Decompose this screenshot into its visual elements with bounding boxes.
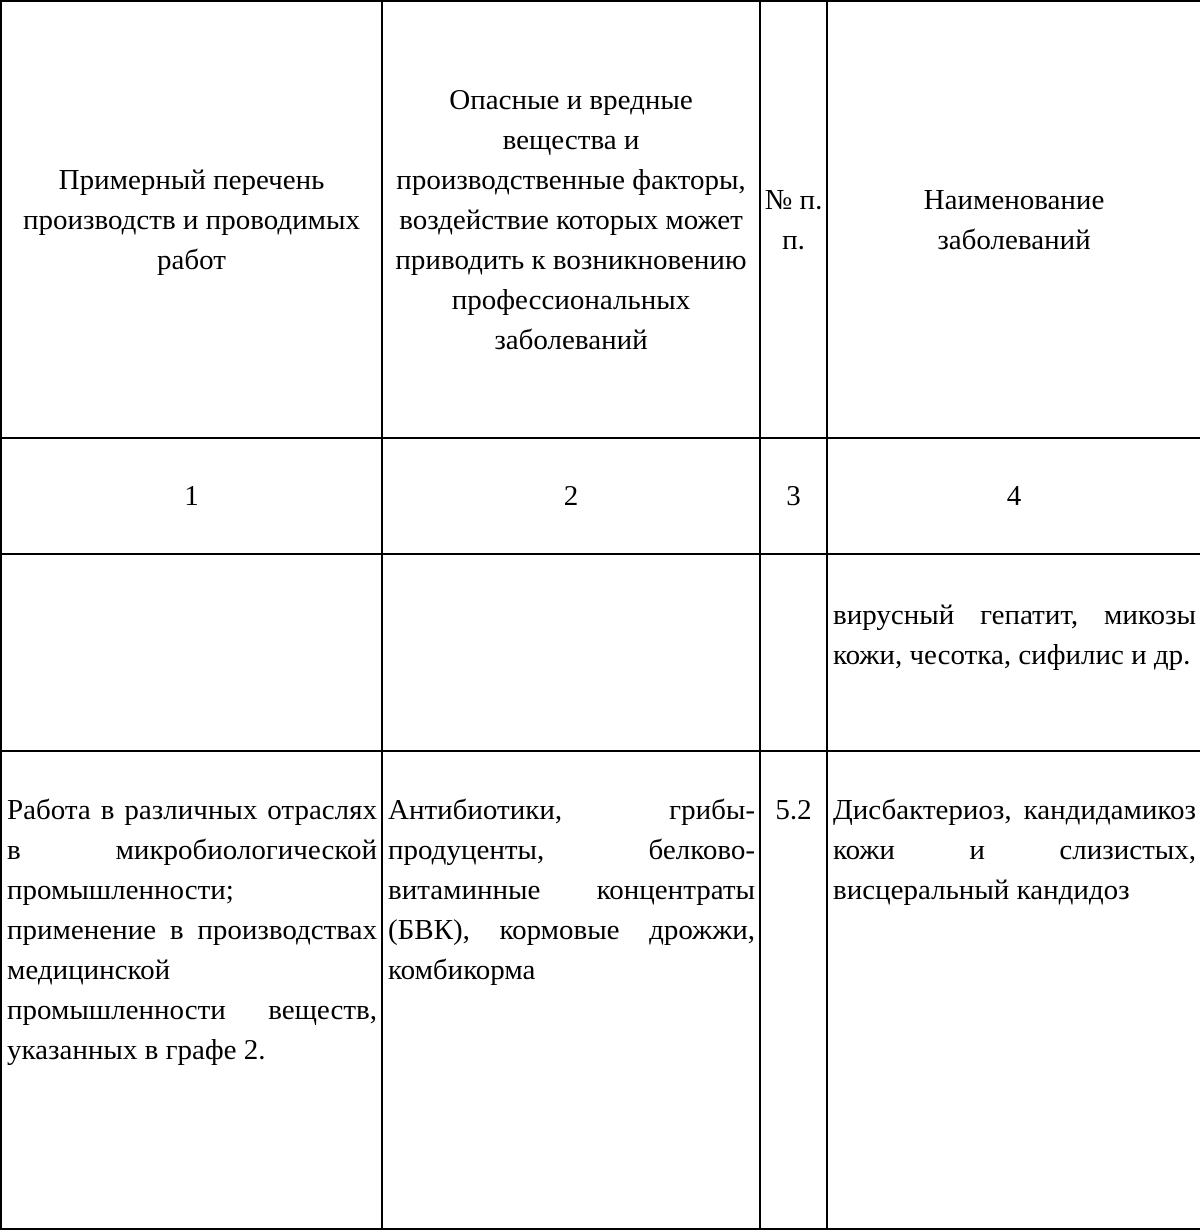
row-5-2-cell-hazards xyxy=(382,751,760,1229)
row-5-2-diseases-text: Дисбактериоз, кандидамикоз кожи и слизистых, висцеральный кандидоз xyxy=(833,794,1196,906)
continued-cell-item-number xyxy=(760,554,827,751)
continued-item-number-text xyxy=(761,555,826,595)
row-5-2-cell-item-number xyxy=(760,751,827,1229)
header-cell-diseases xyxy=(827,1,1200,438)
continued-hazards-text xyxy=(383,555,759,595)
continued-cell-productions xyxy=(1,554,382,751)
continued-productions-text xyxy=(2,555,381,595)
header-row xyxy=(1,1,1200,438)
column-number-2: 2 xyxy=(382,438,760,554)
header-cell-productions xyxy=(1,1,382,438)
header-item-number-text: № п. п. xyxy=(764,183,823,256)
row-5-2-productions-text: Работа в различных отраслях в микробиологической промышленности; применение в производствах медицинской промышленности веществ, указанных в графе 2. xyxy=(7,794,377,1066)
table-row-5-2 xyxy=(1,751,1200,1229)
header-productions-text: Примерный перечень производств и проводимых работ xyxy=(23,163,360,276)
header-cell-item-number xyxy=(760,1,827,438)
row-5-2-cell-diseases xyxy=(827,751,1200,1229)
column-number-4: 4 xyxy=(827,438,1200,554)
row-5-2-hazards-text: Антибиотики, грибы-продуценты, белково-витаминные концентраты (БВК), кормовые дрожжи, комбикорма xyxy=(388,794,755,986)
continued-cell-diseases xyxy=(827,554,1200,751)
column-number-row xyxy=(1,438,1200,554)
header-hazards-text: Опасные и вредные вещества и производственные факторы, воздействие которых может приводить к возникновению профессиональных заболеваний xyxy=(395,83,747,356)
table-row-continued xyxy=(1,554,1200,751)
column-number-1: 1 xyxy=(1,438,382,554)
continued-cell-hazards xyxy=(382,554,760,751)
row-5-2-item-number-text: 5.2 xyxy=(775,794,812,826)
column-number-3: 3 xyxy=(760,438,827,554)
header-cell-hazards xyxy=(382,1,760,438)
continued-diseases-text: вирусный гепатит, микозы кожи, чесотка, сифилис и др. xyxy=(833,599,1196,671)
header-diseases-text: Наименование заболеваний xyxy=(923,183,1105,256)
row-5-2-cell-productions xyxy=(1,751,382,1229)
